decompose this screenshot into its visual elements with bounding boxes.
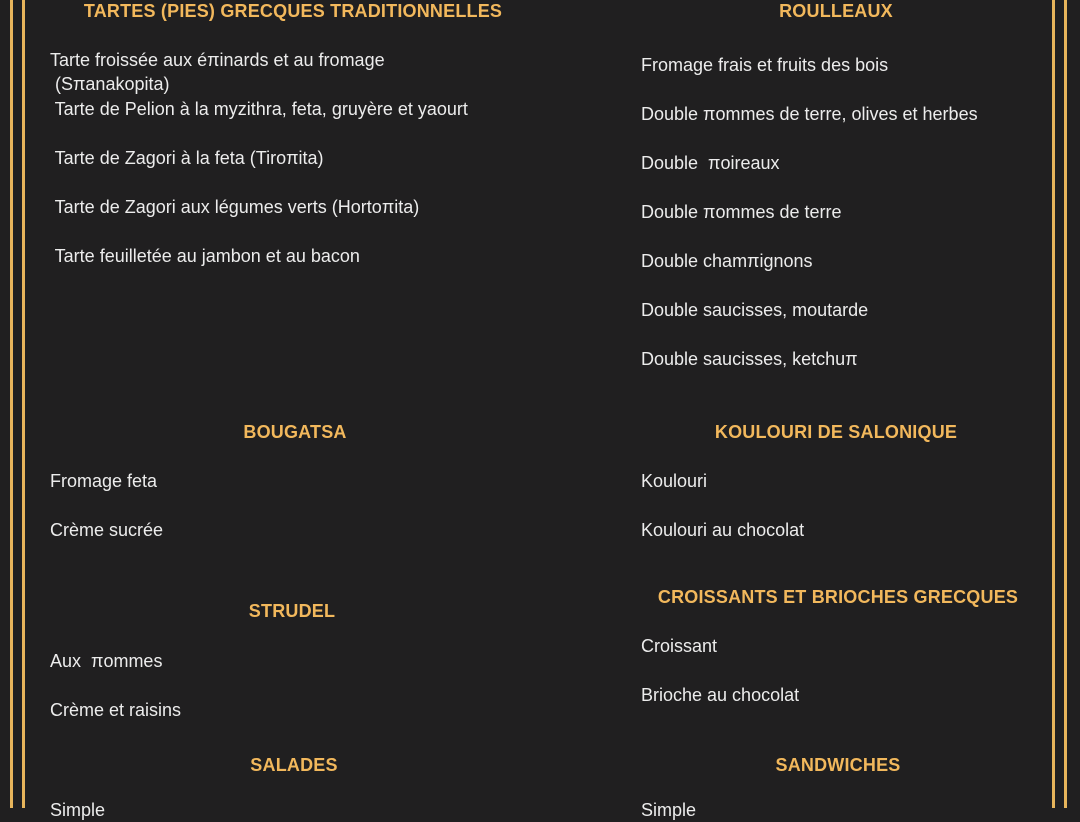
menu-item: Tarte de Pelion à la myzithra, feta, gruyère et yaourt (50, 99, 468, 119)
section-heading-sandwiches: SANDWICHES (775, 755, 901, 775)
menu-item: Tarte froissée aux éπinards et au fromage (50, 50, 385, 70)
menu-item: Tarte feuilletée au jambon et au bacon (50, 246, 360, 266)
section-heading-croissants: CROISSANTS ET BRIOCHES GRECQUES (657, 587, 1019, 607)
section-heading-pies: TARTES (PIES) GRECQUES TRADITIONNELLES (83, 1, 503, 21)
left-outer-border (10, 0, 13, 808)
right-outer-border (1064, 0, 1067, 808)
menu-item: Double saucisses, moutarde (641, 300, 869, 320)
menu-item: (Sπanakopita) (50, 74, 170, 94)
left-inner-border (22, 0, 25, 808)
menu-item: Double πoireaux (641, 153, 780, 173)
menu-item: Fromage frais et fruits des bois (641, 55, 889, 75)
menu-item: Koulouri (641, 471, 708, 491)
menu-item: Simple (50, 800, 106, 820)
section-heading-rouleaux: ROULLEAUX (779, 1, 893, 21)
menu-item: Double chamπignons (641, 251, 813, 271)
section-heading-salades: SALADES (250, 755, 338, 775)
section-heading-strudel: STRUDEL (248, 601, 336, 621)
menu-item: Tarte de Zagori à la feta (Tiroπita) (50, 148, 324, 168)
menu-item: Double πommes de terre (641, 202, 842, 222)
menu-item: Fromage feta (50, 471, 158, 491)
menu-item: Double πommes de terre, olives et herbes (641, 104, 978, 124)
menu-item: Tarte de Zagori aux légumes verts (Hortoπita) (50, 197, 420, 217)
menu-item: Simple (641, 800, 697, 820)
menu-item: Brioche au chocolat (641, 685, 800, 705)
menu-item: Koulouri au chocolat (641, 520, 805, 540)
right-inner-border (1052, 0, 1055, 808)
menu-item: Crème et raisins (50, 700, 182, 720)
section-heading-koulouri: KOULOURI DE SALONIQUE (714, 422, 958, 442)
menu-item: Croissant (641, 636, 718, 656)
menu-item: Double saucisses, ketchuπ (641, 349, 858, 369)
section-heading-bougatsa: BOUGATSA (243, 422, 347, 442)
menu-item: Crème sucrée (50, 520, 164, 540)
menu-item: Aux πommes (50, 651, 163, 671)
